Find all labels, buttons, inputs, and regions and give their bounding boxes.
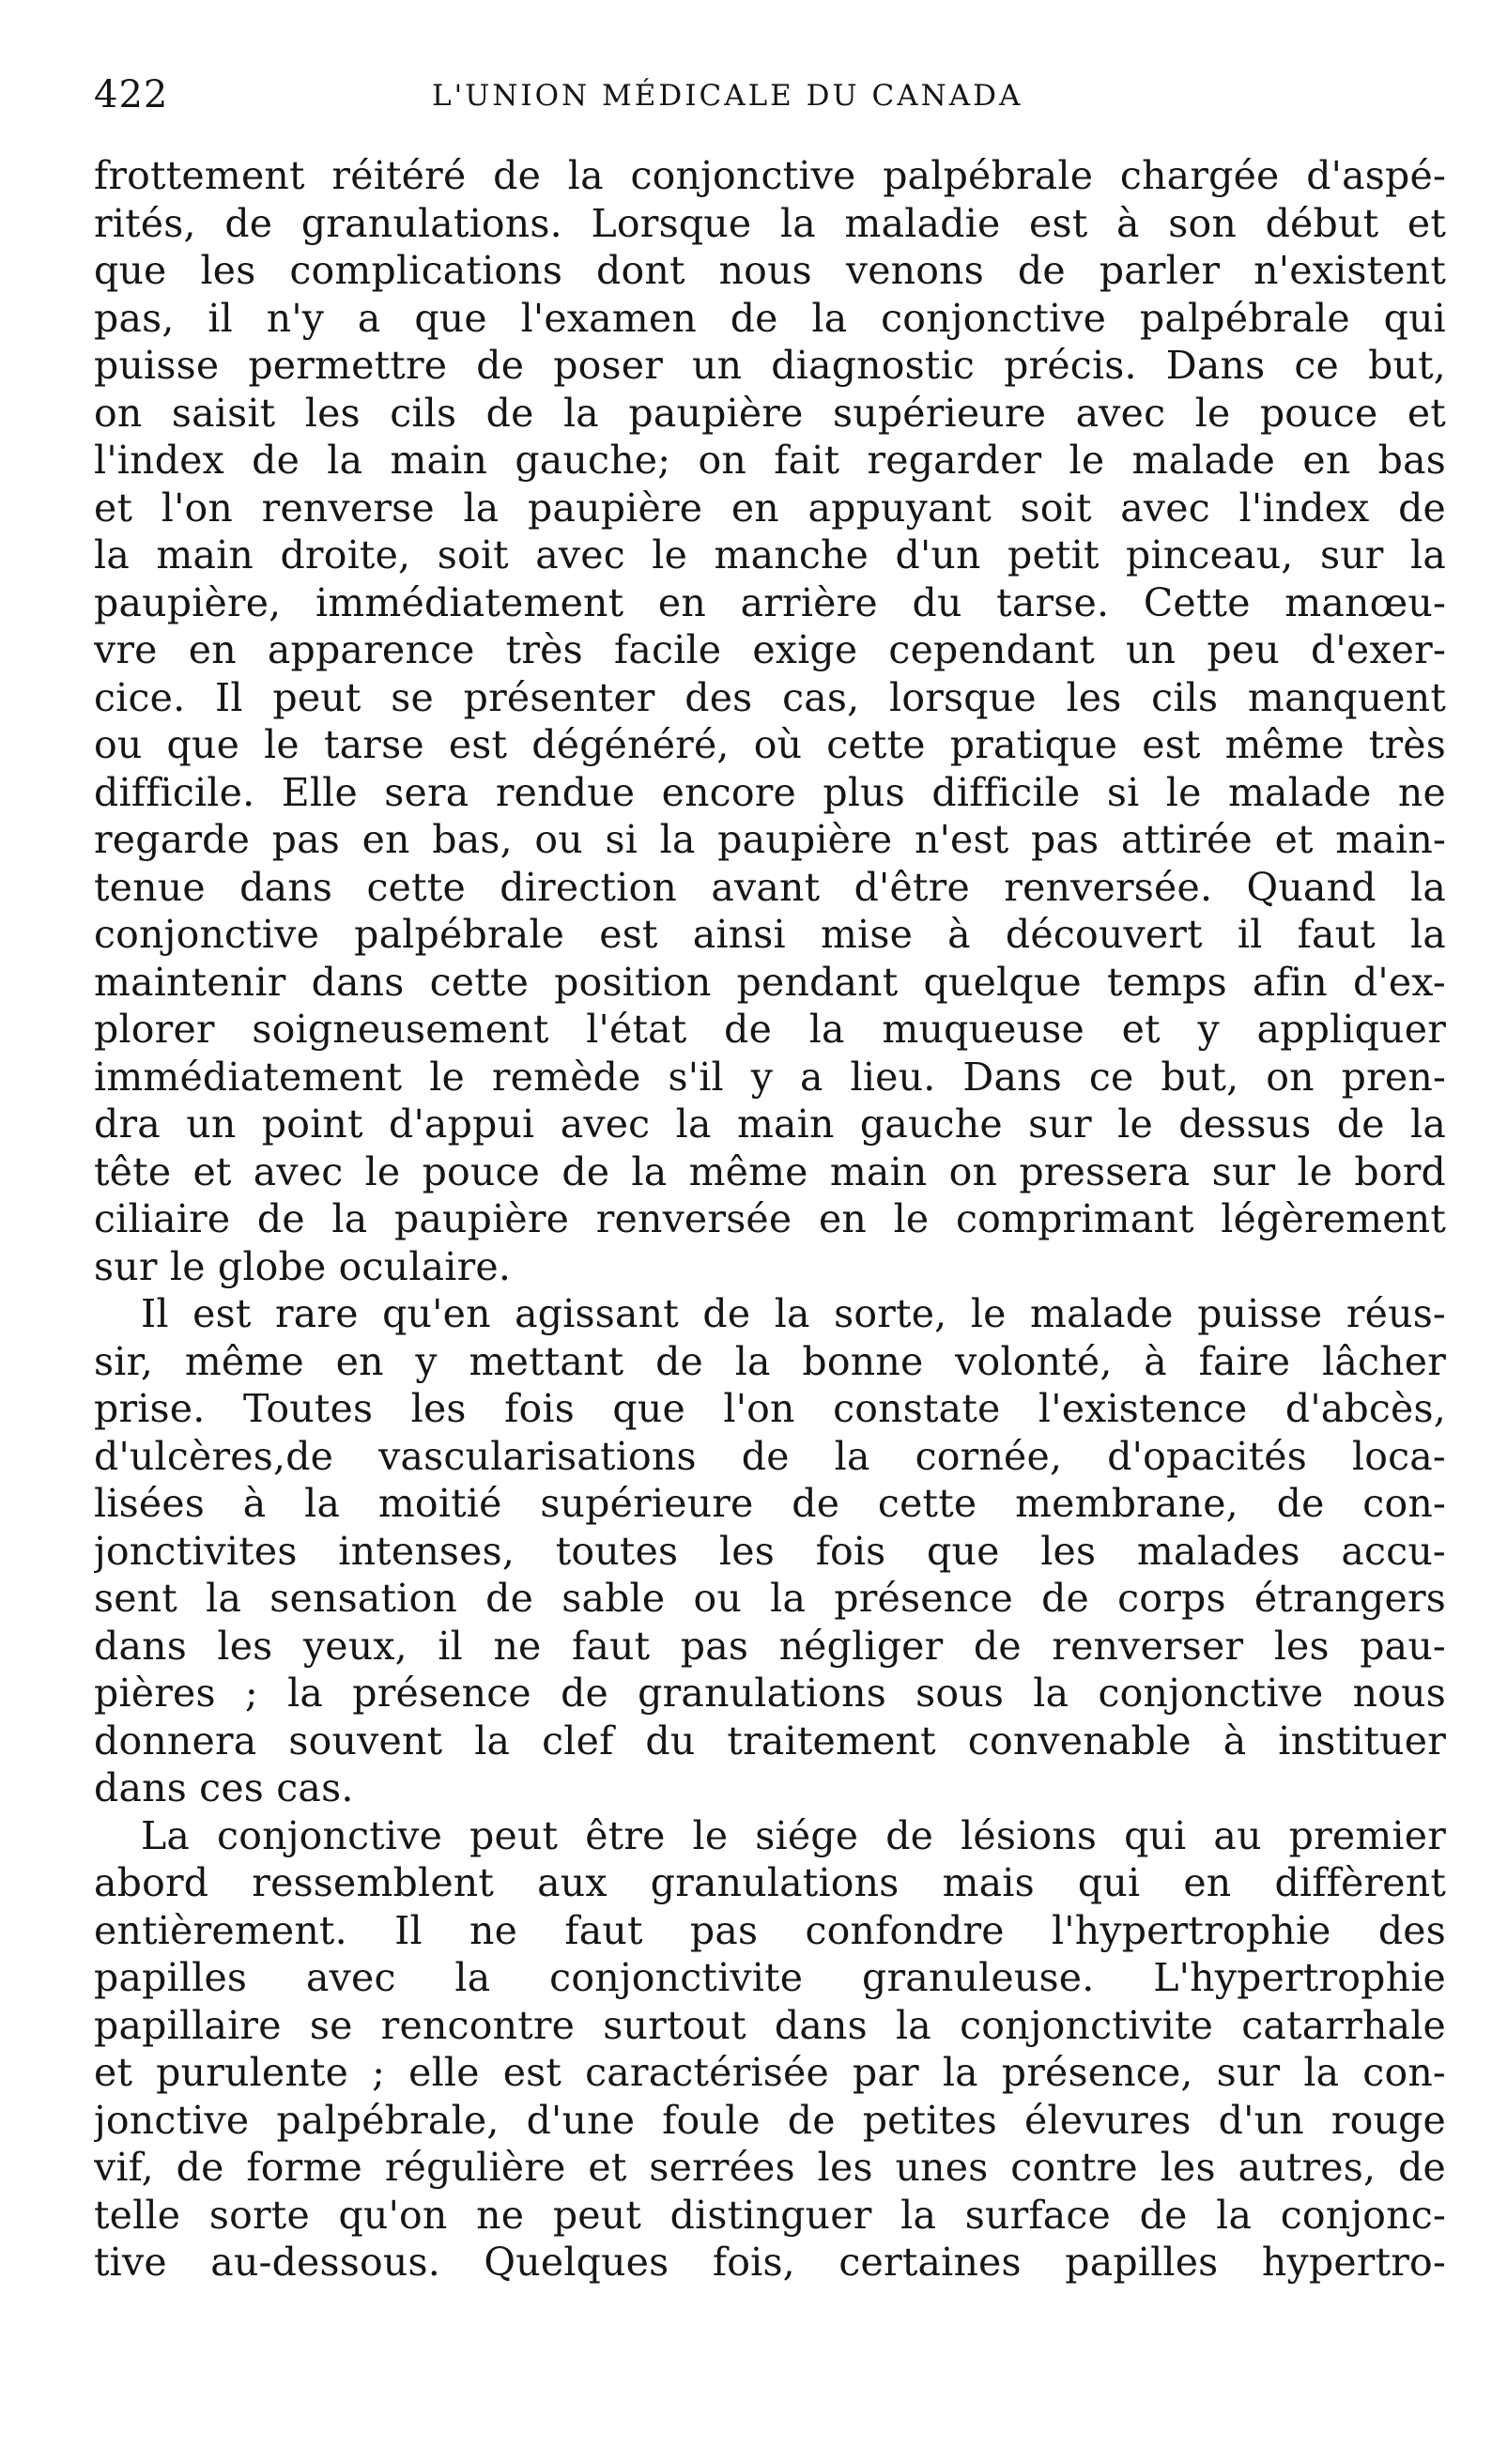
text-line: vif, de forme régulière et serrées les unes contre les autres, de: [94, 2145, 1446, 2190]
text-line: l'index de la main gauche; on fait regarder le malade en bas: [94, 438, 1446, 483]
text-line: jonctivites intenses, toutes les fois que les malades accu-: [94, 1528, 1446, 1574]
text-line: on saisit les cils de la paupière supérieure avec le pouce et: [94, 390, 1446, 436]
text-line: regarde pas en bas, ou si la paupière n'est pas attirée et main-: [94, 817, 1446, 862]
text-line: prise. Toutes les fois que l'on constate l'existence d'abcès,: [94, 1386, 1446, 1431]
text-line: tenue dans cette direction avant d'être renversée. Quand la: [94, 864, 1446, 910]
text-line: La conjonctive peut être le siége de lésions qui au premier: [141, 1812, 1446, 1858]
text-line: et purulente ; elle est caractérisée par la présence, sur la con-: [94, 2050, 1446, 2095]
text-line: d'ulcères,de vascularisations de la cornée, d'opacités loca-: [94, 1433, 1446, 1479]
running-title: L'UNION MÉDICALE DU CANADA: [432, 79, 1023, 113]
text-line: dans ces cas.: [94, 1765, 354, 1810]
text-line: tête et avec le pouce de la même main on pressera sur le bord: [94, 1148, 1446, 1194]
text-line: tive au-dessous. Quelques fois, certaines papilles hypertro-: [94, 2240, 1446, 2285]
text-line: lisées à la moitié supérieure de cette membrane, de con-: [94, 1481, 1446, 1526]
page-number: 422: [94, 73, 169, 116]
text-line: paupière, immédiatement en arrière du tarse. Cette manœu-: [94, 579, 1446, 625]
text-line: cice. Il peut se présenter des cas, lorsque les cils manquent: [94, 674, 1446, 720]
text-line: telle sorte qu'on ne peut distinguer la surface de la conjonc-: [94, 2192, 1446, 2238]
text-line: maintenir dans cette position pendant quelque temps afin d'ex-: [94, 959, 1446, 1005]
text-line: pas, il n'y a que l'examen de la conjonctive palpébrale qui: [94, 295, 1446, 341]
text-line: puisse permettre de poser un diagnostic précis. Dans ce but,: [94, 343, 1446, 388]
text-line: vre en apparence très facile exige cependant un peu d'exer-: [94, 627, 1446, 672]
text-line: dans les yeux, il ne faut pas négliger de renverser les pau-: [94, 1623, 1446, 1669]
text-line: difficile. Elle sera rendue encore plus difficile si le malade ne: [94, 769, 1446, 815]
text-line: que les complications dont nous venons de parler n'existent: [94, 248, 1446, 293]
text-line: immédiatement le remède s'il y a lieu. Dans ce but, on pren-: [94, 1054, 1446, 1100]
text-line: sir, même en y mettant de la bonne volonté, à faire lâcher: [94, 1338, 1446, 1384]
text-line: sur le globe oculaire.: [94, 1243, 512, 1289]
text-line: pières ; la présence de granulations sous la conjonctive nous: [94, 1671, 1446, 1716]
text-line: entièrement. Il ne faut pas confondre l'hypertrophie des: [94, 1907, 1446, 1953]
text-line: abord ressemblent aux granulations mais qui en diffèrent: [94, 1860, 1446, 1905]
text-line: jonctive palpébrale, d'une foule de petites élevures d'un rouge: [94, 2097, 1446, 2143]
text-line: papillaire se rencontre surtout dans la conjonctivite catarrhale: [94, 2002, 1446, 2048]
text-line: Il est rare qu'en agissant de la sorte, le malade puisse réus-: [141, 1291, 1446, 1336]
text-line: la main droite, soit avec le manche d'un petit pinceau, sur la: [94, 532, 1446, 578]
text-line: conjonctive palpébrale est ainsi mise à découvert il faut la: [94, 912, 1446, 957]
text-line: frottement réitéré de la conjonctive palpébrale chargée d'aspé-: [94, 153, 1446, 198]
text-line: ciliaire de la paupière renversée en le comprimant légèrement: [94, 1196, 1446, 1241]
text-line: et l'on renverse la paupière en appuyant soit avec l'index de: [94, 485, 1446, 531]
text-line: sent la sensation de sable ou la présence de corps étrangers: [94, 1576, 1446, 1621]
text-line: donnera souvent la clef du traitement convenable à instituer: [94, 1717, 1446, 1763]
body-text: [94, 152, 1446, 2287]
text-line: plorer soigneusement l'état de la muqueuse et y appliquer: [94, 1007, 1446, 1052]
text-line: dra un point d'appui avec la main gauche sur le dessus de la: [94, 1101, 1446, 1147]
text-line: ou que le tarse est dégénéré, où cette pratique est même très: [94, 722, 1446, 767]
page-header: [94, 73, 1446, 130]
text-line: rités, de granulations. Lorsque la maladie est à son début et: [94, 200, 1446, 246]
text-line: papilles avec la conjonctivite granuleuse. L'hypertrophie: [94, 1955, 1446, 2000]
